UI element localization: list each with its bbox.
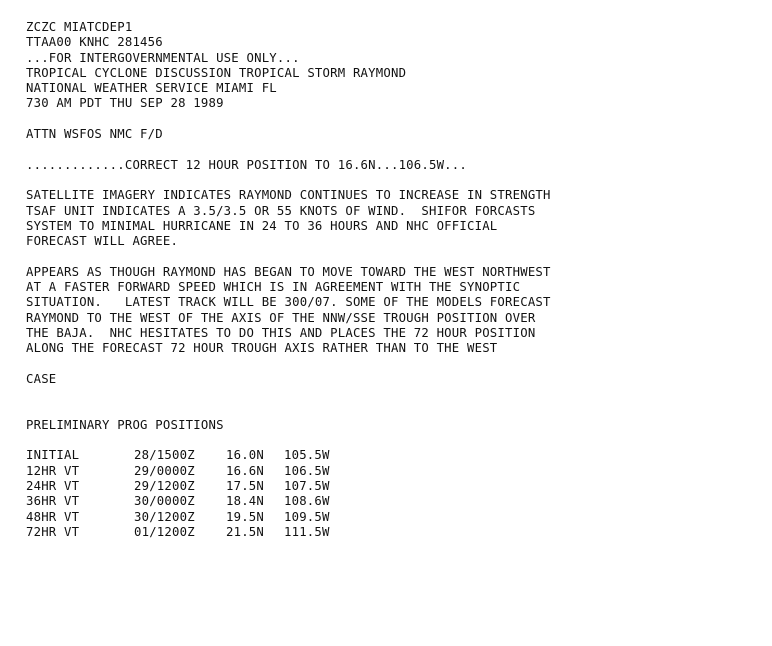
prog-lon: 106.5W	[284, 463, 330, 478]
prog-time: 29/0000Z	[134, 463, 195, 478]
paragraph-line: TSAF UNIT INDICATES A 3.5/3.5 OR 55 KNOTS OF WIND. SHIFOR FORCASTS	[26, 203, 536, 218]
paragraph-line: FORECAST WILL AGREE.	[26, 234, 179, 249]
prog-label: 24HR VT	[26, 478, 80, 493]
header-line: 730 AM PDT THU SEP 28 1989	[26, 96, 224, 111]
correction-line: .............CORRECT 12 HOUR POSITION TO 16.6N...106.5W...	[26, 157, 467, 172]
spacer	[26, 142, 756, 157]
header-line: ...FOR INTERGOVERNMENTAL USE ONLY...	[26, 50, 300, 65]
prog-label: 12HR VT	[26, 463, 80, 478]
prog-label: 48HR VT	[26, 509, 80, 524]
prog-time: 30/1200Z	[134, 509, 195, 524]
prog-lat: 18.4N	[226, 494, 265, 509]
spacer	[26, 357, 756, 372]
paragraph-line: THE BAJA. NHC HESITATES TO DO THIS AND PLACES THE 72 HOUR POSITION	[26, 325, 536, 340]
attn-line: ATTN WSFOS NMC F/D	[26, 127, 163, 142]
bulletin-header	[26, 20, 756, 112]
prog-row	[26, 494, 756, 509]
header-line: TTAA00 KNHC 281456	[26, 35, 163, 50]
paragraph-line: RAYMOND TO THE WEST OF THE AXIS OF THE NNW/SSE TROUGH POSITION OVER	[26, 310, 536, 325]
prog-lon: 108.6W	[284, 494, 330, 509]
paragraph-line: APPEARS AS THOUGH RAYMOND HAS BEGAN TO MOVE TOWARD THE WEST NORTHWEST	[26, 264, 551, 279]
prog-label: INITIAL	[26, 448, 80, 463]
prog-time: 28/1500Z	[134, 448, 195, 463]
header-line: ZCZC MIATCDEP1	[26, 20, 133, 34]
spacer	[26, 402, 756, 417]
prog-time: 30/0000Z	[134, 494, 195, 509]
paragraph-line: SYSTEM TO MINIMAL HURRICANE IN 24 TO 36 HOURS AND NHC OFFICIAL	[26, 218, 498, 233]
prog-table	[26, 448, 756, 540]
spacer	[26, 112, 756, 127]
prog-lat: 16.6N	[226, 463, 265, 478]
paragraph-line: AT A FASTER FORWARD SPEED WHICH IS IN AGREEMENT WITH THE SYNOPTIC	[26, 280, 521, 295]
case-line: CASE	[26, 371, 57, 386]
prog-lat: 16.0N	[226, 448, 265, 463]
satellite-paragraph	[26, 188, 756, 249]
prog-lat: 21.5N	[226, 524, 265, 539]
prog-row	[26, 525, 756, 540]
prog-time: 01/1200Z	[134, 524, 195, 539]
prog-row	[26, 448, 756, 463]
prog-label: 72HR VT	[26, 524, 80, 539]
prog-lon: 111.5W	[284, 524, 330, 539]
paragraph-line: SATELLITE IMAGERY INDICATES RAYMOND CONTINUES TO INCREASE IN STRENGTH	[26, 188, 551, 203]
prog-lat: 19.5N	[226, 509, 265, 524]
track-paragraph	[26, 265, 756, 357]
prog-time: 29/1200Z	[134, 478, 195, 493]
prog-row	[26, 479, 756, 494]
paragraph-line: ALONG THE FORECAST 72 HOUR TROUGH AXIS RATHER THAN TO THE WEST	[26, 341, 498, 356]
prog-lat: 17.5N	[226, 478, 265, 493]
spacer	[26, 387, 756, 402]
prog-label: 36HR VT	[26, 494, 80, 509]
prog-lon: 105.5W	[284, 448, 330, 463]
prog-lon: 109.5W	[284, 509, 330, 524]
spacer	[26, 249, 756, 264]
prog-title: PRELIMINARY PROG POSITIONS	[26, 417, 224, 432]
spacer	[26, 433, 756, 448]
spacer	[26, 173, 756, 188]
prog-row	[26, 464, 756, 479]
paragraph-line: SITUATION. LATEST TRACK WILL BE 300/07. SOME OF THE MODELS FORECAST	[26, 295, 551, 310]
prog-row	[26, 510, 756, 525]
header-line: TROPICAL CYCLONE DISCUSSION TROPICAL STORM RAYMOND	[26, 65, 407, 80]
header-line: NATIONAL WEATHER SERVICE MIAMI FL	[26, 81, 277, 96]
prog-lon: 107.5W	[284, 478, 330, 493]
discussion-document	[26, 20, 756, 540]
